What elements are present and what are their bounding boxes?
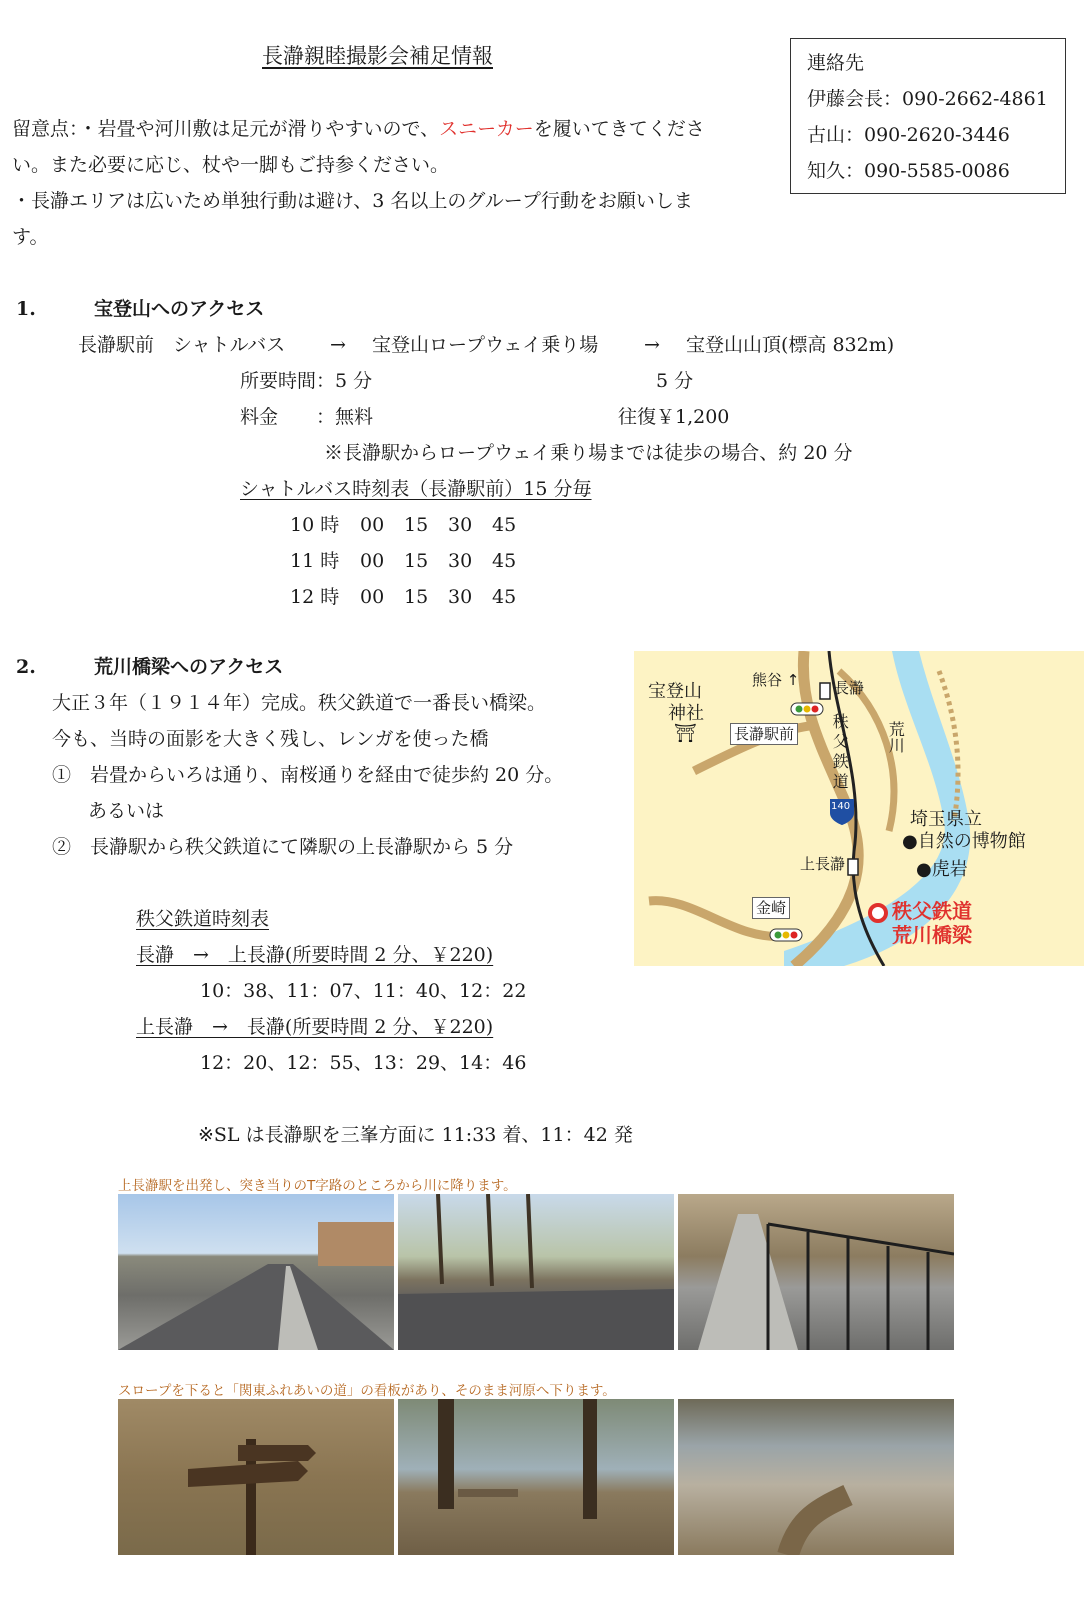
route-arrow: → (330, 334, 346, 356)
timetable-minute: 15 (404, 514, 429, 536)
timetable-hour: 11 時 (290, 550, 340, 572)
time-value-2: 5 分 (656, 370, 694, 392)
photo-caption-1: 上長瀞駅を出発し、突き当りのT字路のところから川に降ります。 (118, 1178, 517, 1194)
timetable-minute: 00 (360, 550, 385, 572)
photo-riverside-path (398, 1399, 674, 1555)
page-title: 長瀞親睦撮影会補足情報 (262, 44, 493, 68)
fee-label: 料金 ：無料 (240, 406, 374, 428)
notes-line-2: い。また必要に応じ、杖や一脚もご持参ください。 (12, 154, 450, 176)
timetable-minute: 15 (404, 586, 429, 608)
map-label-toraiwa: ●虎岩 (916, 859, 968, 880)
section2-heading: 荒川橋梁へのアクセス (94, 656, 284, 678)
route-end: 宝登山山頂(標高 832m) (686, 334, 895, 356)
photo-slope (678, 1194, 954, 1350)
map-label-nagatoro: 長瀞 (834, 679, 865, 697)
rail-route-b: 上長瀞 → 長瀞(所要時間 2 分、￥220) (136, 1016, 494, 1038)
map-label-kaminagatoro: 上長瀞 (800, 855, 846, 873)
timetable-minute: 45 (492, 586, 517, 608)
map-label-museum-2: ●自然の博物館 (902, 831, 1026, 852)
photo-riverside-art (398, 1399, 674, 1555)
map-label-kumagaya: 熊谷 ↑ (752, 671, 800, 689)
section2-desc-2: 今も、当時の面影を大きく残し、レンガを使った橋 (52, 728, 489, 750)
contact-heading: 連絡先 (807, 52, 865, 74)
timetable-minute: 00 (360, 514, 385, 536)
photo-slope-art (678, 1194, 954, 1350)
map-label-bridge-1: 秩父鉄道 (892, 899, 972, 923)
rail-times-a: 10：38、11：07、11：40、12：22 (200, 980, 527, 1002)
section2-number: 2. (16, 656, 36, 678)
timetable-hour: 10 時 (290, 514, 340, 536)
option-or: あるいは (88, 800, 165, 822)
map-label-kanasaki: 金崎 (752, 897, 790, 919)
contact-line: 古山：090-2620-3446 (807, 124, 1010, 146)
photo-t-junction-art (398, 1194, 674, 1350)
station-kaminagatoro (848, 859, 858, 875)
time-label: 所要時間：5 分 (240, 370, 373, 392)
notes-text: を履いてきてくださ (533, 118, 705, 140)
timetable-minute: 30 (448, 550, 473, 572)
photo-road (118, 1194, 394, 1350)
section2-desc-1: 大正３年（１９１４年）完成。秩父鉄道で一番長い橋梁。 (52, 692, 547, 714)
map-label-bridge-2: 荒川橋梁 (892, 923, 972, 947)
route-start: 長瀞駅前 シャトルバス (78, 334, 286, 356)
photo-signpost-art (118, 1399, 394, 1555)
sl-note: ※SL は長瀞駅を三峯方面に 11:33 着、11：42 発 (198, 1124, 633, 1146)
contact-line: 知久：090-5585-0086 (807, 160, 1010, 182)
contact-box (790, 38, 1066, 194)
map-label-river: 荒川 (886, 721, 906, 753)
photo-signpost (118, 1399, 394, 1555)
notes-line-3: ・長瀞エリアは広いため単独行動は避け、3 名以上のグループ行動をお願いしま (12, 190, 693, 212)
notes-line-1 (12, 118, 705, 141)
contact-line: 伊藤会長：090-2662-4861 (807, 88, 1048, 110)
photo-riverbed (678, 1399, 954, 1555)
map-label-museum-1: 埼玉県立 (910, 809, 982, 830)
section1-heading: 宝登山へのアクセス (94, 298, 265, 320)
area-map (634, 651, 1084, 966)
map-label-route: 140 (831, 801, 851, 812)
timetable-minute: 00 (360, 586, 385, 608)
notes-text: 留意点：・岩畳や河川敷は足元が滑りやすいので、 (12, 118, 440, 140)
timetable-minute: 30 (448, 514, 473, 536)
walk-note: ※長瀞駅からロープウェイ乗り場までは徒歩の場合、約 20 分 (324, 442, 853, 464)
photo-t-junction (398, 1194, 674, 1350)
bridge-marker (870, 905, 886, 921)
timetable-minute: 45 (492, 550, 517, 572)
notes-highlight: スニーカー (439, 118, 534, 140)
map-label-hodosan: 宝登山 (648, 681, 702, 702)
photo-road-art (118, 1194, 394, 1350)
rail-timetable-title: 秩父鉄道時刻表 (136, 908, 270, 930)
timetable-hour: 12 時 (290, 586, 340, 608)
station-nagatoro (820, 683, 830, 699)
photo-riverbed-art (678, 1399, 954, 1555)
timetable-title: シャトルバス時刻表（長瀞駅前）15 分毎 (240, 478, 592, 500)
route-mid: 宝登山ロープウェイ乗り場 (372, 334, 599, 356)
map-label-nagatoro-ekimae: 長瀞駅前 (730, 723, 798, 745)
fee-value-2: 往復￥1,200 (618, 406, 730, 428)
rail-times-b: 12：20、12：55、13：29、14：46 (200, 1052, 527, 1074)
timetable-minute: 45 (492, 514, 517, 536)
torii-icon: ⛩ (674, 723, 697, 744)
photo-caption-2: スロープを下ると「関東ふれあいの道」の看板があり、そのまま河原へ下ります。 (118, 1383, 616, 1399)
option-1: ① 岩畳からいろは通り、南桜通りを経由で徒歩約 20 分。 (52, 764, 564, 786)
map-label-railway: 秩父鉄道 (830, 713, 850, 793)
notes-line-4: す。 (12, 226, 49, 248)
timetable-minute: 30 (448, 586, 473, 608)
rail-route-a: 長瀞 → 上長瀞(所要時間 2 分、￥220) (136, 944, 494, 966)
section1-number: 1. (16, 298, 36, 320)
timetable-minute: 15 (404, 550, 429, 572)
map-label-jinja: 神社 (668, 703, 704, 724)
route-arrow: → (644, 334, 660, 356)
option-2: ② 長瀞駅から秩父鉄道にて隣駅の上長瀞駅から 5 分 (52, 836, 514, 858)
